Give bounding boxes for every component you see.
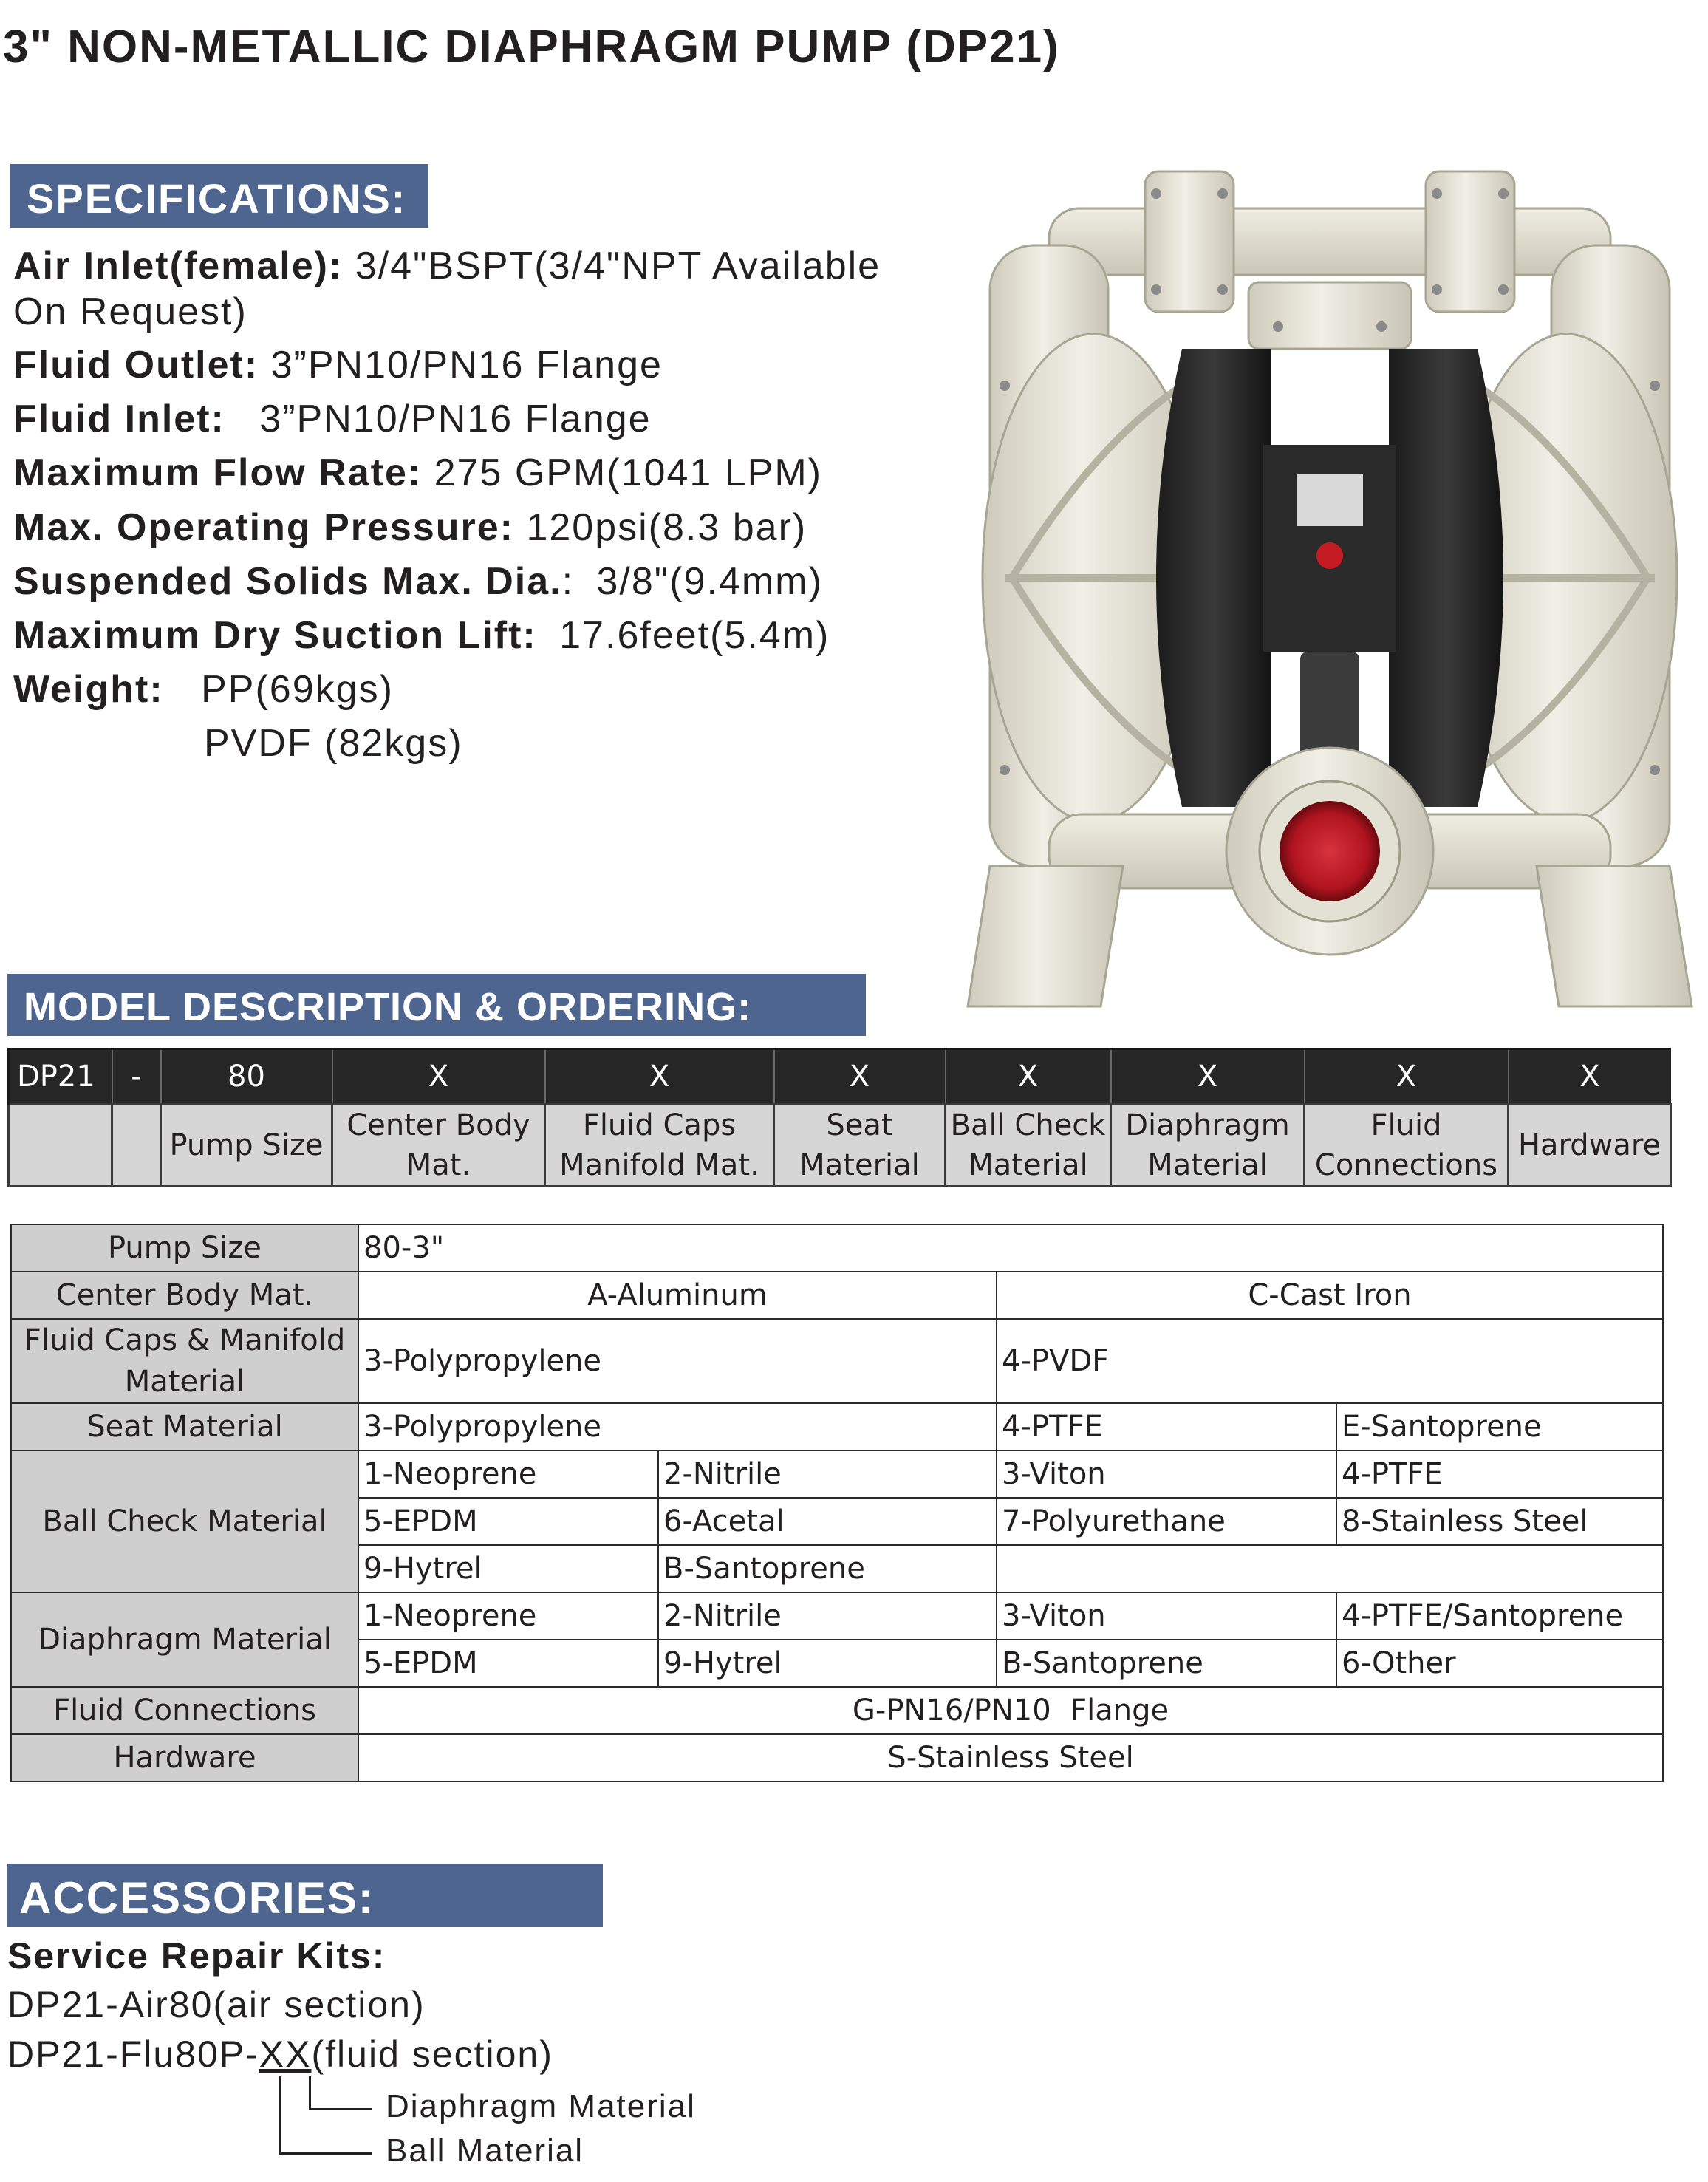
code-center-body: X (332, 1049, 545, 1105)
code-fluid-caps: X (545, 1049, 774, 1105)
option-row-fluid-connections (11, 1687, 1663, 1734)
specifications-heading: SPECIFICATIONS: (10, 164, 428, 228)
label-fluid-connections: Fluid Connections (1305, 1105, 1509, 1187)
option-value: 7-Polyurethane (997, 1498, 1336, 1545)
leader-line (309, 2108, 372, 2110)
option-value: 4-PTFE/Santoprene (1336, 1592, 1663, 1640)
code-dash: - (112, 1049, 161, 1105)
options-table (10, 1224, 1664, 1782)
option-value: 3-Viton (997, 1450, 1336, 1498)
option-row-seat (11, 1403, 1663, 1450)
model-label-row (9, 1105, 1671, 1187)
code-seat: X (774, 1049, 946, 1105)
label-center-body: Center Body Mat. (332, 1105, 545, 1187)
spec-label: Max. Operating Pressure: (13, 506, 514, 549)
spec-label: Weight: (13, 668, 164, 711)
option-value-empty (997, 1545, 1663, 1592)
spec-label: Fluid Outlet: (13, 344, 259, 386)
option-row-ball-check (11, 1450, 1663, 1498)
option-label: Ball Check Material (11, 1450, 358, 1592)
kit-fluid-code: XX (259, 2033, 312, 2075)
option-label: Pump Size (11, 1224, 358, 1272)
option-label: Fluid Connections (11, 1687, 358, 1734)
option-value: 2-Nitrile (658, 1450, 997, 1498)
label-pump-size: Pump Size (161, 1105, 332, 1187)
option-label: Hardware (11, 1734, 358, 1782)
kit-air-section: DP21-Air80(air section) (7, 1984, 426, 2025)
spec-value: 3”PN10/PN16 Flange (259, 398, 652, 440)
kit-fluid-section (7, 2033, 553, 2076)
code-hardware: X (1509, 1049, 1671, 1105)
leader-line (279, 2076, 281, 2155)
model-heading: MODEL DESCRIPTION & ORDERING: (7, 974, 866, 1036)
option-value: A-Aluminum (358, 1272, 997, 1319)
spec-label: Fluid Inlet: (13, 398, 225, 440)
option-value: C-Cast Iron (997, 1272, 1663, 1319)
page-title: 3" NON-METALLIC DIAPHRAGM PUMP (DP21) (3, 21, 1060, 72)
leader-line (279, 2152, 372, 2155)
model-code-row (9, 1049, 1671, 1105)
option-value: 9-Hytrel (658, 1640, 997, 1687)
spec-label: Suspended Solids Max. Dia. (13, 560, 562, 603)
spec-solids: Suspended Solids Max. Dia.: 3/8"(9.4mm) (13, 560, 823, 603)
spec-max-pressure (13, 505, 807, 550)
code-ball-check: X (946, 1049, 1111, 1105)
label-ball-check: Ball Check Material (946, 1105, 1111, 1187)
spec-fluid-inlet (13, 397, 652, 441)
kit-fluid-suffix: (fluid section) (311, 2033, 553, 2075)
option-value: 80-3" (358, 1224, 1663, 1272)
option-row-center-body (11, 1272, 1663, 1319)
option-row-fluid-caps (11, 1319, 1663, 1403)
code-pump-size: 80 (161, 1049, 332, 1105)
option-row-diaphragm (11, 1592, 1663, 1640)
service-kits-title: Service Repair Kits: (7, 1935, 386, 1977)
option-value: 6-Other (1336, 1640, 1663, 1687)
spec-value: 275 GPM(1041 LPM) (434, 451, 822, 494)
spec-value: 3”PN10/PN16 Flange (270, 344, 663, 386)
option-row-hardware (11, 1734, 1663, 1782)
spec-value: PP(69kgs) (201, 668, 394, 711)
option-value: 9-Hytrel (358, 1545, 658, 1592)
label-seat: Seat Material (774, 1105, 946, 1187)
option-label: Seat Material (11, 1403, 358, 1450)
spec-label: Maximum Dry Suction Lift: (13, 614, 537, 657)
spec-weight-cont: PVDF (82kgs) (204, 722, 463, 765)
label-empty (9, 1105, 112, 1187)
option-value: S-Stainless Steel (358, 1734, 1663, 1782)
option-value: E-Santoprene (1336, 1403, 1663, 1450)
option-value: 4-PVDF (997, 1319, 1663, 1403)
pump-image (960, 164, 1699, 1014)
option-row-pump-size (11, 1224, 1663, 1272)
label-hardware: Hardware (1509, 1105, 1671, 1187)
spec-fluid-outlet (13, 343, 663, 387)
model-code-table (7, 1048, 1672, 1187)
code-fluid-connections: X (1305, 1049, 1509, 1105)
spec-value: 17.6feet(5.4m) (559, 614, 830, 657)
option-value: 2-Nitrile (658, 1592, 997, 1640)
spec-label: Air Inlet(female): (13, 245, 344, 287)
spec-air-inlet-cont: On Request) (13, 290, 247, 333)
spec-suction-lift (13, 613, 830, 658)
code-series: DP21 (9, 1049, 112, 1105)
leader-line (309, 2076, 311, 2110)
spec-value: 3/4"BSPT(3/4"NPT Available (355, 245, 881, 287)
option-label: Fluid Caps & Manifold Material (11, 1319, 358, 1403)
leader-diaphragm-material: Diaphragm Material (386, 2088, 696, 2124)
option-value: 6-Acetal (658, 1498, 997, 1545)
code-diaphragm: X (1111, 1049, 1305, 1105)
option-value: B-Santoprene (658, 1545, 997, 1592)
option-value: 5-EPDM (358, 1640, 658, 1687)
option-value: 1-Neoprene (358, 1450, 658, 1498)
label-fluid-caps: Fluid Caps Manifold Mat. (545, 1105, 774, 1187)
accessories-heading: ACCESSORIES: (7, 1864, 603, 1927)
option-value: 3-Viton (997, 1592, 1336, 1640)
option-value: G-PN16/PN10 Flange (358, 1687, 1663, 1734)
option-label: Diaphragm Material (11, 1592, 358, 1687)
option-value: 8-Stainless Steel (1336, 1498, 1663, 1545)
option-value: 4-PTFE (997, 1403, 1336, 1450)
option-value: 4-PTFE (1336, 1450, 1663, 1498)
spec-max-flow (13, 451, 822, 495)
label-empty (112, 1105, 161, 1187)
option-value: 3-Polypropylene (358, 1319, 997, 1403)
spec-value: 3/8"(9.4mm) (596, 560, 823, 603)
spec-value: 120psi(8.3 bar) (526, 506, 807, 549)
option-value: 5-EPDM (358, 1498, 658, 1545)
option-value: B-Santoprene (997, 1640, 1336, 1687)
leader-ball-material: Ball Material (386, 2132, 584, 2169)
label-diaphragm: Diaphragm Material (1111, 1105, 1305, 1187)
option-label: Center Body Mat. (11, 1272, 358, 1319)
option-value: 3-Polypropylene (358, 1403, 997, 1450)
spec-air-inlet (13, 244, 881, 288)
spec-label: Maximum Flow Rate: (13, 451, 423, 494)
kit-fluid-prefix: DP21-Flu80P- (7, 2033, 259, 2075)
spec-weight (13, 667, 394, 712)
option-value: 1-Neoprene (358, 1592, 658, 1640)
